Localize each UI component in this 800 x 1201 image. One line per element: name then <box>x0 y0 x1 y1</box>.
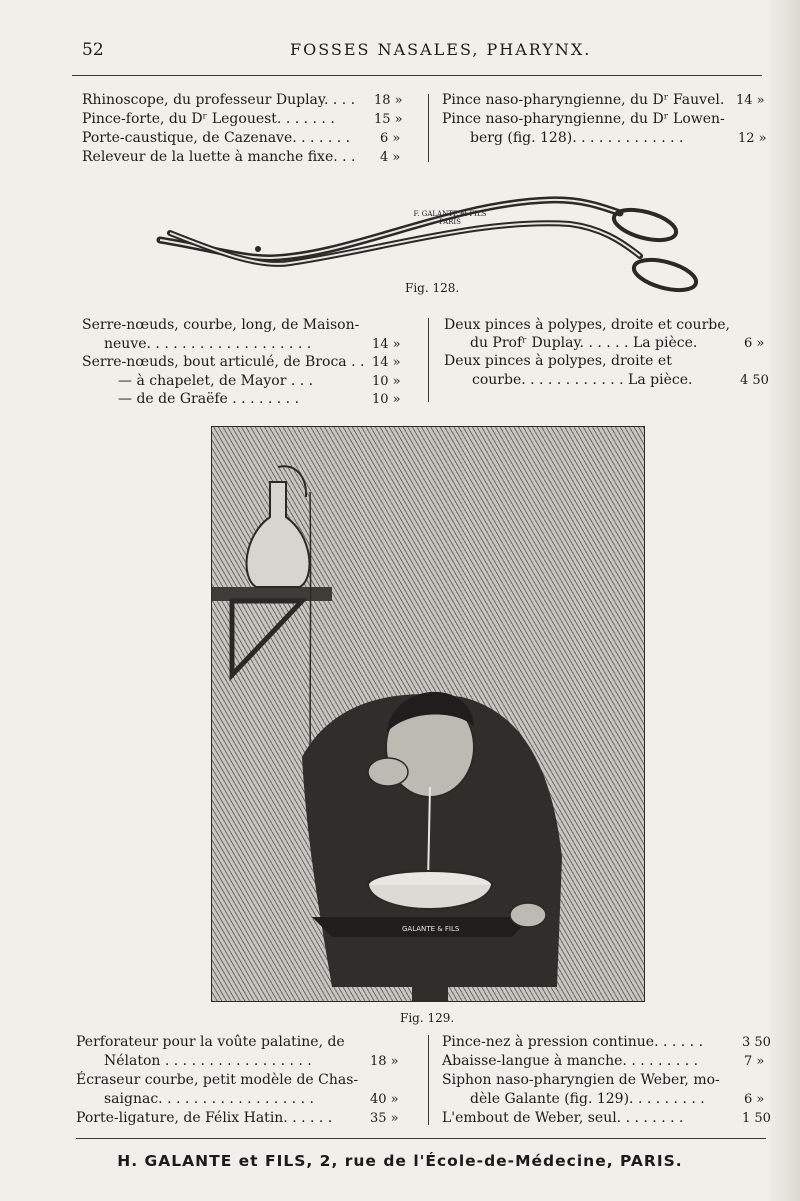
list-item: Siphon naso-pharyngien de Weber, mo- <box>442 1072 720 1088</box>
price: 6 » <box>380 131 401 146</box>
list-item: Nélaton . . . . . . . . . . . . . . . . . <box>104 1053 312 1069</box>
fig129-engraving <box>212 427 644 1001</box>
list-item: Pince naso-pharyngienne, du Dʳ Fauvel. <box>442 92 725 108</box>
list-item: Pince naso-pharyngienne, du Dʳ Lowen- <box>442 111 725 127</box>
price: 10 » <box>372 374 401 389</box>
price: 35 » <box>370 1111 399 1126</box>
price: 4 50 <box>740 373 769 388</box>
list-item: Deux pinces à polypes, droite et <box>444 353 672 369</box>
price: 15 » <box>374 112 403 127</box>
fig129-caption: Fig. 129. <box>400 1011 455 1025</box>
header-rule <box>72 75 762 76</box>
footer-address: H. GALANTE et FILS, 2, rue de l'École-de-Médecine, PARIS. <box>117 1152 683 1170</box>
list-item: — à chapelet, de Mayor . . . <box>118 373 314 389</box>
fig128-engraving: F. GALANTE et FILS PARIS <box>413 210 487 226</box>
list-item: du Profʳ Duplay. . . . . . La pièce. <box>470 335 698 351</box>
price: 40 » <box>370 1092 399 1107</box>
list-item: neuve. . . . . . . . . . . . . . . . . . . <box>104 336 312 352</box>
list-item: L'embout de Weber, seul. . . . . . . . <box>442 1110 684 1126</box>
list-item: berg (fig. 128). . . . . . . . . . . . . <box>470 130 684 146</box>
price: 6 » <box>744 336 765 351</box>
page-edge <box>770 0 800 1201</box>
list-item: Pince-forte, du Dʳ Legouest. . . . . . . <box>82 111 335 127</box>
list-item: Perforateur pour la voûte palatine, de <box>76 1034 345 1050</box>
fig129-illustration <box>211 426 645 1002</box>
list-item: Releveur de la luette à manche fixe. . . <box>82 149 356 165</box>
price: 18 » <box>374 93 403 108</box>
price: 14 » <box>372 337 401 352</box>
price: 10 » <box>372 392 401 407</box>
list-item: Porte-ligature, de Félix Hatin. . . . . . <box>76 1110 333 1126</box>
price: 7 » <box>744 1054 765 1069</box>
column-divider <box>428 94 429 162</box>
price: 14 » <box>736 93 765 108</box>
fig128-forceps-illustration <box>150 178 710 296</box>
footer-rule <box>76 1138 766 1139</box>
price: 6 » <box>744 1092 765 1107</box>
list-item: Écraseur courbe, petit modèle de Chas- <box>76 1072 359 1088</box>
list-item: Rhinoscope, du professeur Duplay. . . . <box>82 92 356 108</box>
price: 4 » <box>380 150 401 165</box>
price: 18 » <box>370 1054 399 1069</box>
price: 1 50 <box>742 1111 771 1126</box>
list-item: dèle Galante (fig. 129). . . . . . . . . <box>470 1091 705 1107</box>
fig128-caption: Fig. 128. <box>405 281 460 295</box>
list-item: courbe. . . . . . . . . . . . La pièce. <box>472 372 693 388</box>
page-number: 52 <box>82 40 104 60</box>
fig129-basin-label: GALANTE & FILS <box>402 925 460 933</box>
price: 12 » <box>738 131 767 146</box>
page-header <box>0 40 800 70</box>
list-item: Serre-nœuds, bout articulé, de Broca . . <box>82 354 365 370</box>
running-title: FOSSES NASALES, PHARYNX. <box>290 40 592 59</box>
list-item: saignac. . . . . . . . . . . . . . . . . . <box>104 1091 314 1107</box>
price: 3 50 <box>742 1035 771 1050</box>
list-item: Serre-nœuds, courbe, long, de Maison- <box>82 317 360 333</box>
list-item: Porte-caustique, de Cazenave. . . . . . . <box>82 130 351 146</box>
list-item: — de de Graëfe . . . . . . . . <box>118 391 300 407</box>
column-divider <box>428 318 429 402</box>
list-item: Abaisse-langue à manche. . . . . . . . . <box>442 1053 699 1069</box>
list-item: Pince-nez à pression continue. . . . . . <box>442 1034 704 1050</box>
column-divider <box>428 1035 429 1125</box>
list-item: Deux pinces à polypes, droite et courbe, <box>444 317 730 333</box>
price: 14 » <box>372 355 401 370</box>
